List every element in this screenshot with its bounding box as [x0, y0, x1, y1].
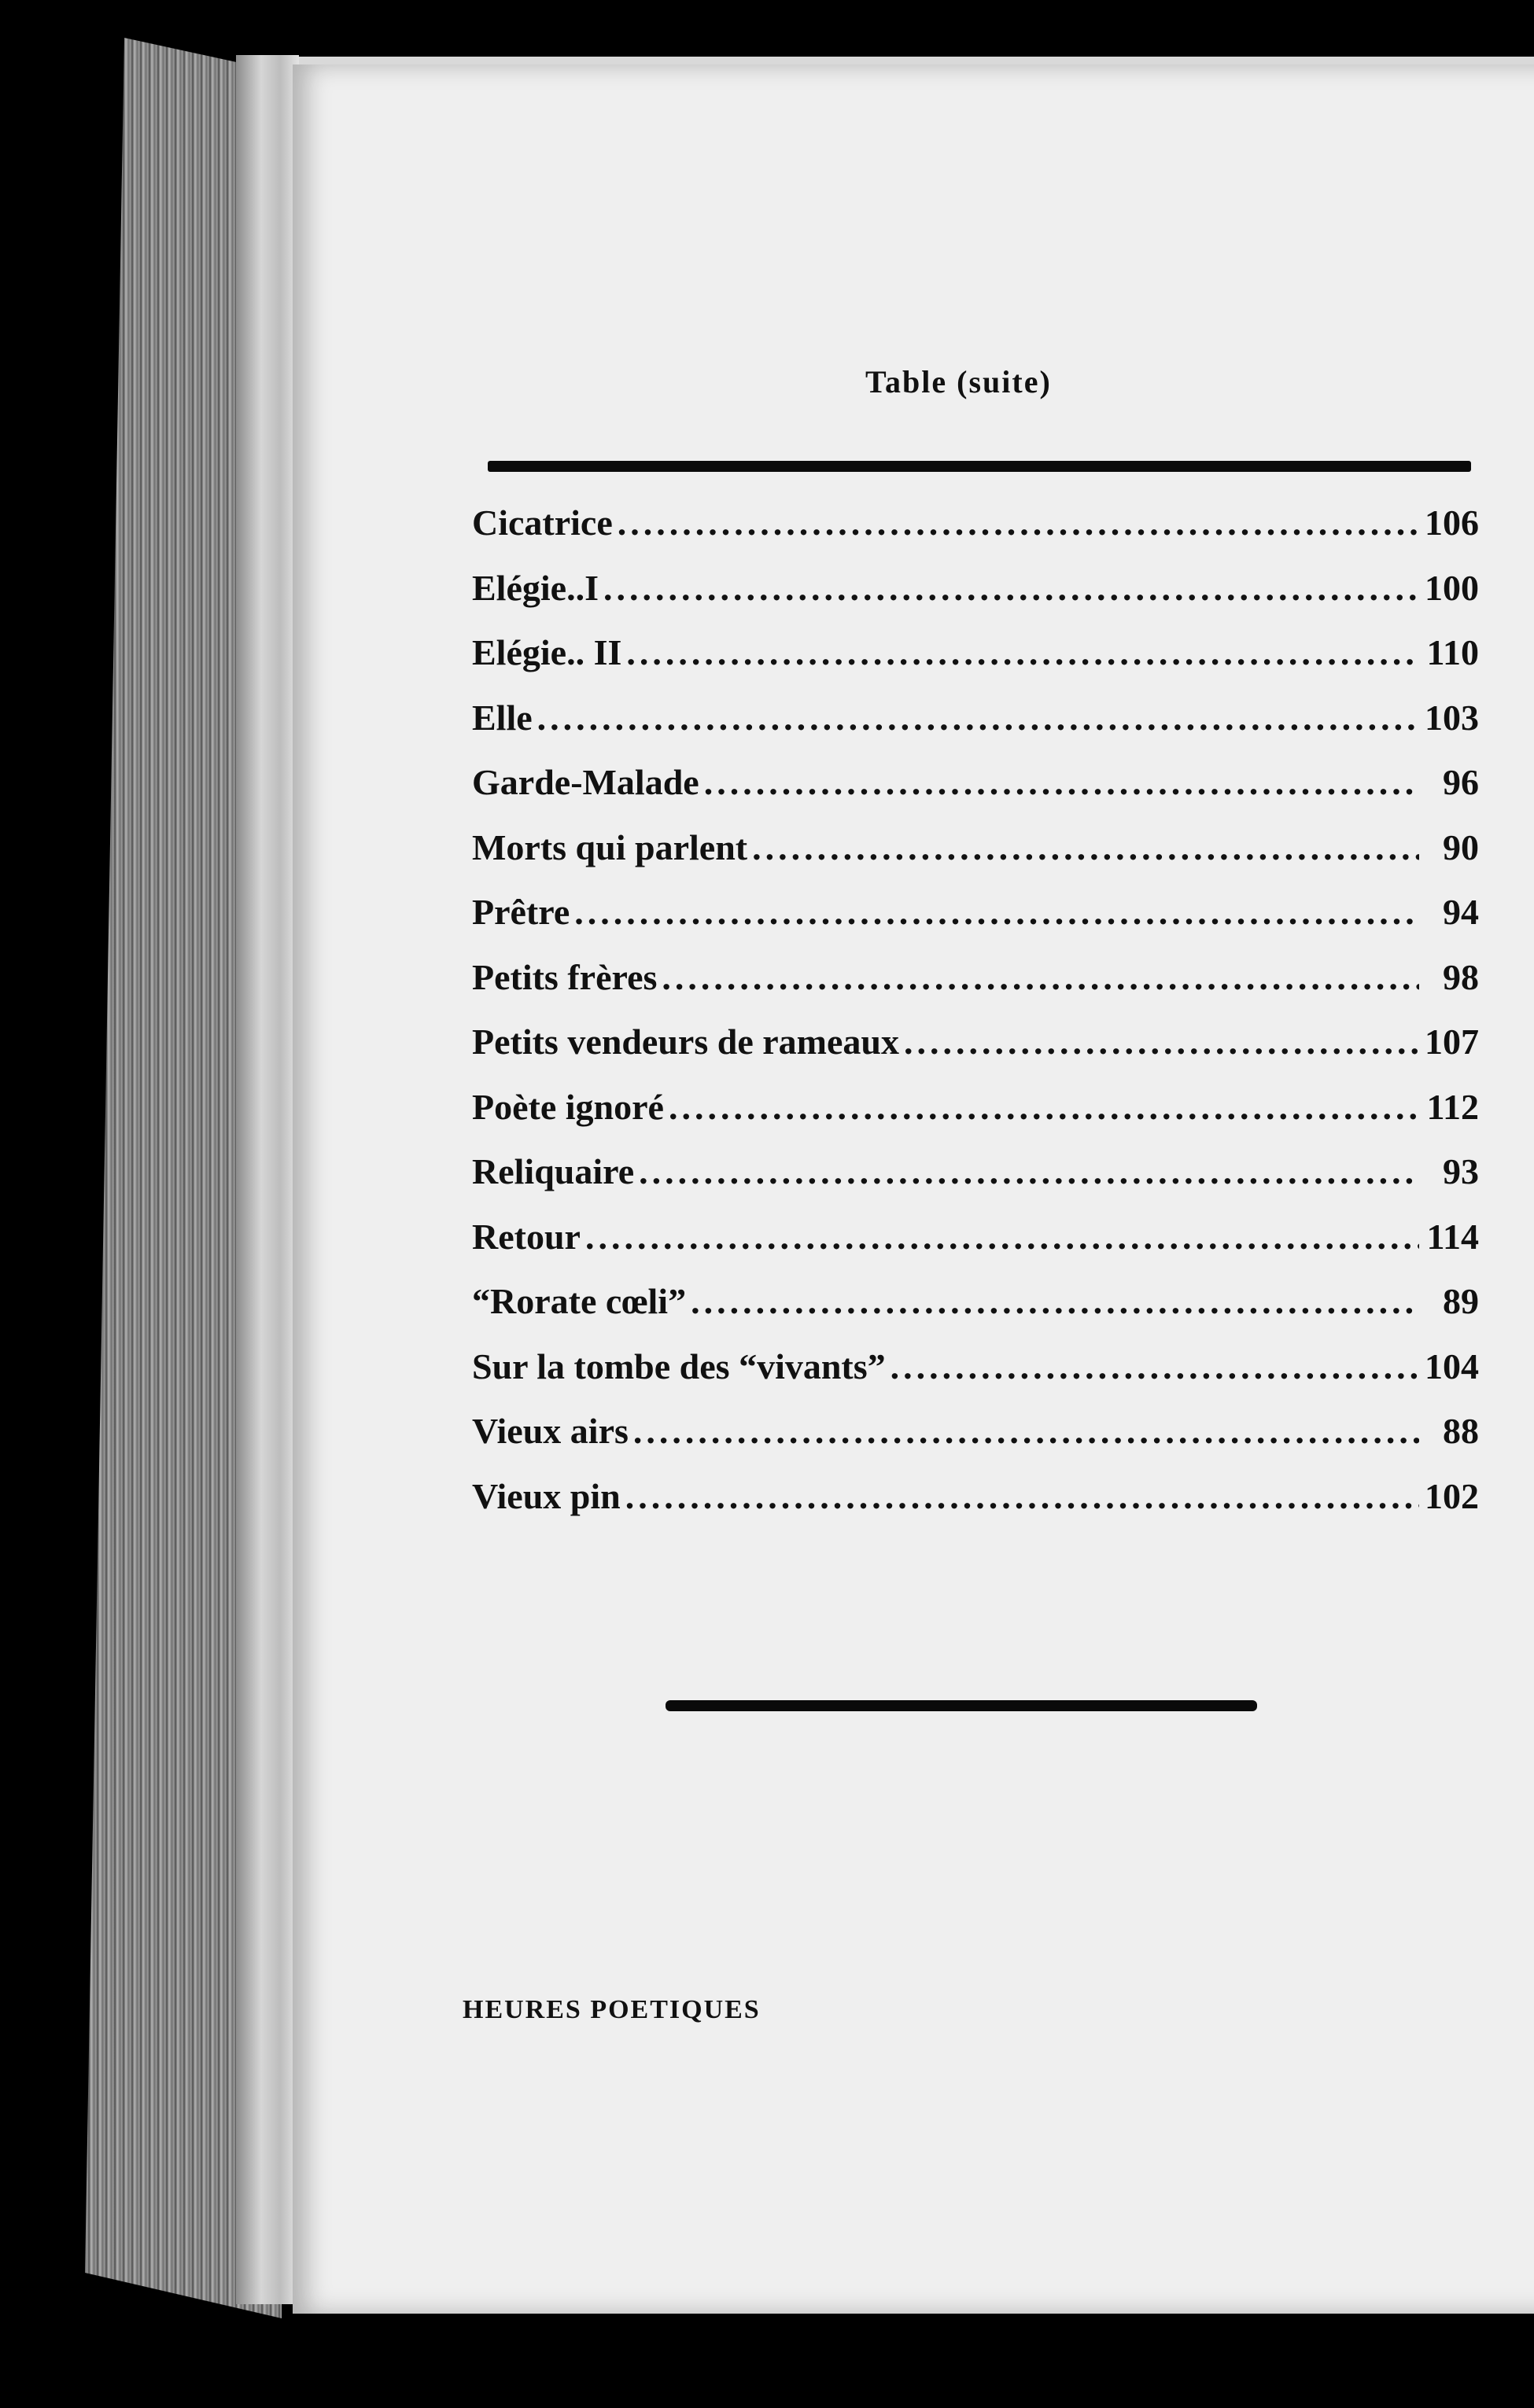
- dot-leader: [691, 1280, 1419, 1322]
- dot-leader: [904, 1021, 1419, 1062]
- toc-entry-title: Vieux airs: [472, 1411, 629, 1451]
- toc-entry-title: Petits frères: [472, 956, 658, 997]
- bottom-rule: [666, 1700, 1257, 1711]
- toc-entry-title: Elégie..I: [472, 567, 599, 608]
- toc-entry-page: 88: [1443, 1411, 1479, 1451]
- dot-leader: [704, 761, 1419, 803]
- page-top-edge: [267, 57, 1534, 64]
- toc-entry: [472, 1346, 1479, 1411]
- top-rule: [488, 461, 1471, 472]
- toc-entry: [472, 1151, 1479, 1216]
- toc-entry-page: 100: [1425, 567, 1479, 608]
- dot-leader: [669, 1086, 1419, 1128]
- toc-entry-title: Petits vendeurs de rameaux: [472, 1022, 899, 1062]
- toc-entry-page: 96: [1443, 762, 1479, 802]
- dot-leader: [639, 1151, 1419, 1192]
- toc-entry-title: Garde-Malade: [472, 762, 699, 802]
- dot-leader: [625, 1475, 1419, 1517]
- toc-entry: [472, 956, 1479, 1022]
- toc-entry-title: Poète ignoré: [472, 1086, 664, 1127]
- dot-leader: [626, 631, 1419, 673]
- dot-leader: [662, 956, 1419, 998]
- page-gutter: [236, 55, 299, 2304]
- toc-entry-page: 90: [1443, 827, 1479, 867]
- dot-leader: [891, 1346, 1419, 1387]
- running-foot: HEURES POETIQUES: [463, 1995, 761, 2024]
- dot-leader: [752, 827, 1419, 868]
- toc-entry-page: 89: [1443, 1281, 1479, 1321]
- toc-entry-page: 103: [1425, 697, 1479, 738]
- dot-leader: [633, 1410, 1419, 1452]
- table-of-contents: [472, 502, 1479, 1540]
- toc-entry: [472, 1021, 1479, 1086]
- toc-entry-page: 114: [1426, 1216, 1479, 1257]
- dot-leader: [537, 697, 1419, 738]
- toc-entry: [472, 1280, 1479, 1346]
- toc-entry-title: Sur la tombe des “vivants”: [472, 1346, 886, 1386]
- toc-entry-title: “Rorate cœli”: [472, 1281, 687, 1321]
- toc-entry-page: 106: [1425, 503, 1479, 543]
- toc-entry: [472, 891, 1479, 956]
- toc-entry: [472, 1086, 1479, 1151]
- toc-entry-page: 93: [1443, 1151, 1479, 1191]
- toc-entry-title: Vieux pin: [472, 1475, 621, 1516]
- toc-entry: [472, 761, 1479, 827]
- toc-entry-page: 102: [1425, 1475, 1479, 1516]
- toc-entry-title: Elle: [472, 697, 533, 738]
- dot-leader: [585, 1216, 1419, 1257]
- toc-entry: [472, 827, 1479, 892]
- toc-entry: [472, 502, 1479, 567]
- toc-entry-title: Morts qui parlent: [472, 827, 748, 867]
- toc-entry: [472, 567, 1479, 632]
- dot-leader: [618, 502, 1419, 543]
- toc-entry-title: Retour: [472, 1216, 581, 1257]
- toc-entry-title: Cicatrice: [472, 503, 613, 543]
- dot-leader: [603, 567, 1419, 609]
- toc-entry-page: 98: [1443, 956, 1479, 997]
- toc-entry-page: 110: [1426, 632, 1479, 672]
- page-heading: Table (suite): [865, 364, 1052, 399]
- toc-entry-title: Prêtre: [472, 892, 570, 932]
- toc-entry-title: Elégie.. II: [472, 632, 622, 672]
- toc-entry-page: 112: [1426, 1086, 1479, 1127]
- toc-entry: [472, 631, 1479, 697]
- toc-entry-page: 104: [1425, 1346, 1479, 1386]
- toc-entry-page: 107: [1425, 1022, 1479, 1062]
- toc-entry: [472, 1475, 1479, 1541]
- toc-entry: [472, 697, 1479, 762]
- toc-entry: [472, 1216, 1479, 1281]
- toc-entry: [472, 1410, 1479, 1475]
- dot-leader: [574, 891, 1419, 933]
- toc-entry-title: Reliquaire: [472, 1151, 635, 1191]
- toc-entry-page: 94: [1443, 892, 1479, 932]
